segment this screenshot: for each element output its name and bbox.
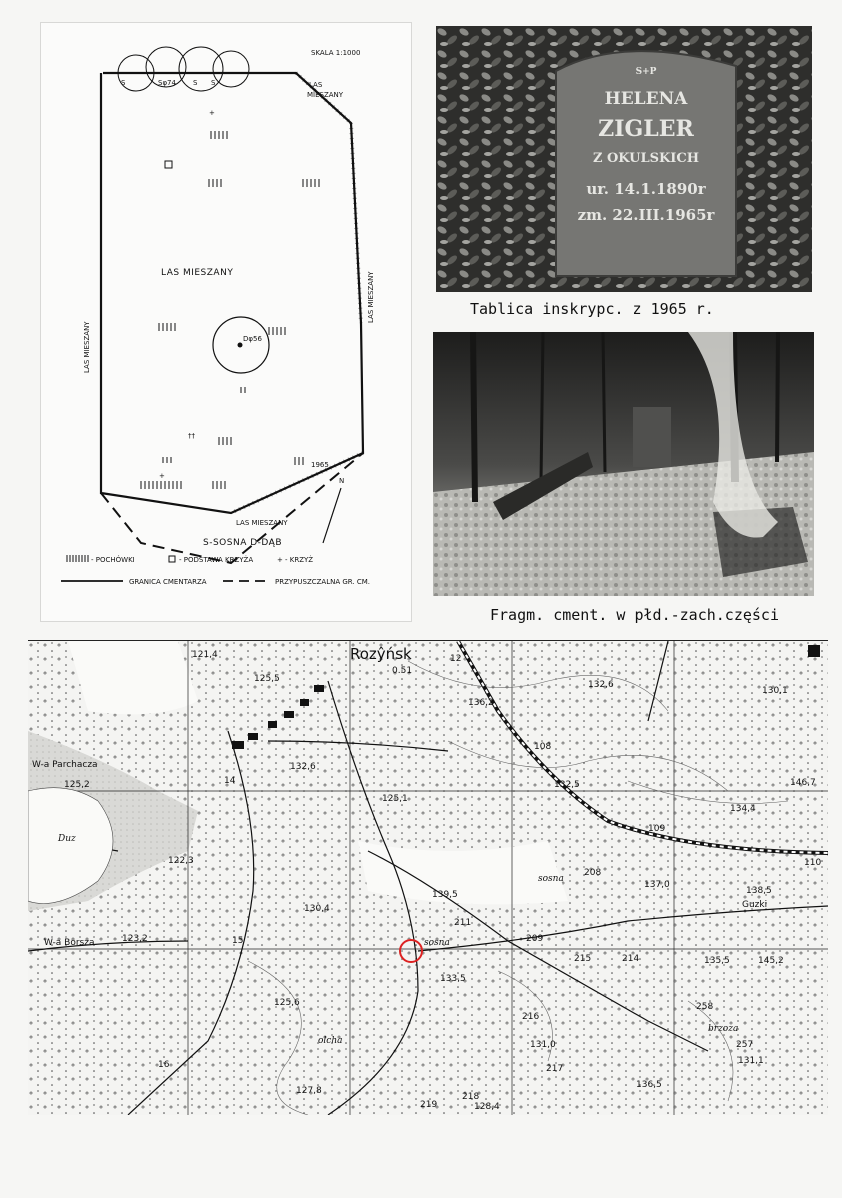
section-number: 211: [454, 918, 472, 928]
cemetery-fragment-caption: Fragm. cment. w płd.-zach.części: [490, 606, 779, 624]
cross-mark-small: +: [159, 472, 165, 480]
topographic-map: [28, 640, 828, 1115]
height-label: 139,5: [432, 890, 458, 900]
tree-label-top: Sφ74: [158, 79, 176, 87]
cross-mark-pair: ††: [188, 432, 195, 440]
cemetery-fragment-photo: [433, 332, 814, 596]
section-number: 258: [696, 1002, 714, 1012]
tree-label-s3: S: [211, 79, 216, 87]
forest-label-left: LAS MIESZANY: [83, 321, 91, 373]
north-label: N: [339, 477, 345, 485]
height-label: 132,6: [290, 762, 316, 772]
inscription-line-1: S+P: [635, 67, 657, 77]
height-label: 131,1: [738, 1056, 764, 1066]
section-number: 12: [450, 654, 462, 664]
height-label: 122,3: [168, 856, 194, 866]
cemetery-boundary: [101, 73, 363, 513]
height-label: 131,0: [530, 1040, 556, 1050]
legend-graves: - POCHÓWKI: [91, 556, 135, 564]
height-label: 134,4: [730, 804, 756, 814]
cross-mark-top: +: [209, 109, 215, 117]
map-drawing: [28, 641, 828, 1115]
lake-label: Duz: [58, 834, 76, 844]
legend-grave-symbol: [67, 555, 88, 562]
tree-label-s1: S: [121, 79, 126, 87]
section-number: 219: [420, 1100, 438, 1110]
section-number: 214: [622, 954, 640, 964]
section-number: 209: [526, 934, 544, 944]
legend-presumed: PRZYPUSZCZALNA GR. CM.: [275, 578, 371, 586]
height-label: 138,5: [746, 886, 772, 896]
village-label-parchacza: W-a Parchacza: [32, 760, 98, 770]
section-number: 208: [584, 868, 602, 878]
forest-label-bottom: LAS MIESZANY: [236, 519, 288, 527]
gravestone-caption: Tablica inskrypc. z 1965 r.: [470, 300, 714, 318]
tree-key: S-SOSNA D-DĄB: [203, 538, 283, 548]
height-label: 136,5: [636, 1080, 662, 1090]
tree-row-top: [118, 47, 249, 91]
section-number: 109: [648, 824, 666, 834]
height-label: 125,2: [64, 780, 90, 790]
town-label: Rozŷńsk: [350, 645, 412, 663]
north-arrow: [323, 488, 341, 543]
height-label: 123,2: [122, 934, 148, 944]
section-number: 108: [534, 742, 552, 752]
height-label: 130,4: [304, 904, 330, 914]
height-label: 128,4: [474, 1102, 500, 1112]
grave-stone-background: [633, 407, 671, 467]
height-label: 145,2: [758, 956, 784, 966]
legend-boundary: GRANICA CMENTARZA: [129, 578, 207, 586]
forest-label-center: LAS MIESZANY: [161, 268, 234, 278]
inscription-line-4: Z OKULSKICH: [592, 151, 700, 166]
legend-cross-base: - PODSTAWA KRZYŻA: [179, 556, 254, 564]
cemetery-sketch: [40, 22, 412, 622]
height-label: 146,7: [790, 778, 816, 788]
tree-type-label: sosna: [424, 938, 450, 948]
gravestone-image: [436, 26, 812, 292]
height-label: 135,5: [704, 956, 730, 966]
height-label: 133,5: [440, 974, 466, 984]
height-label: 0.51: [392, 666, 413, 676]
height-label: 121,4: [192, 650, 218, 660]
clearing-north-west: [68, 641, 198, 714]
section-number: 14: [224, 776, 236, 786]
height-label: 125,5: [254, 674, 280, 684]
height-label: 125,1: [382, 794, 408, 804]
scale-label: SKALA 1:1000: [311, 49, 361, 57]
forest-label-top-right-2: MIESZANY: [307, 91, 344, 99]
legend-cross: - KRZYŻ: [285, 556, 314, 564]
tree-type-label: olcha: [318, 1036, 343, 1046]
tree-label-s2: S: [193, 79, 198, 87]
inscription-line-6: zm. 22.III.1965r: [577, 206, 715, 224]
section-number: 215: [574, 954, 592, 964]
inscription-line-3: ZIGLER: [598, 116, 694, 142]
sketch-drawing: [41, 23, 411, 621]
height-label: 127,8: [296, 1086, 322, 1096]
section-number: 110: [804, 858, 822, 868]
tree-type-label: brzoza: [708, 1024, 739, 1034]
tree-label-center: Dφ56: [243, 335, 262, 343]
height-label: 136,2: [468, 698, 494, 708]
cross-base-mark: [165, 161, 172, 168]
legend-cross-base-symbol: [169, 556, 175, 562]
section-number: 217: [546, 1064, 564, 1074]
tree-type-label: sosna: [538, 874, 564, 884]
gravestone-photo: [436, 26, 812, 292]
height-label: 132,5: [554, 780, 580, 790]
legend-cross-symbol: +: [277, 556, 283, 564]
boundary-ticks: [231, 73, 363, 513]
forest-label-right: LAS MIESZANY: [367, 271, 375, 323]
section-number: 218: [462, 1092, 480, 1102]
section-number: 16: [158, 1060, 170, 1070]
height-label: 130,1: [762, 686, 788, 696]
height-label: 125,6: [274, 998, 300, 1008]
inscription-line-2: HELENA: [604, 89, 688, 109]
height-label: 132,6: [588, 680, 614, 690]
village-label-guzki: Guzki: [742, 900, 768, 910]
village-label-borsza: W-a Borsza: [44, 938, 95, 948]
inscription-line-5: ur. 14.1.1890r: [586, 180, 706, 198]
height-label: 137,0: [644, 880, 670, 890]
section-number: 216: [522, 1012, 540, 1022]
year-mark: 1965: [311, 461, 329, 469]
section-number: 257: [736, 1040, 754, 1050]
forest-label-top-right-1: LAS: [309, 81, 323, 89]
cemetery-fragment-image: [433, 332, 814, 596]
grave-marks: [141, 131, 319, 489]
section-number: 15: [232, 936, 244, 946]
